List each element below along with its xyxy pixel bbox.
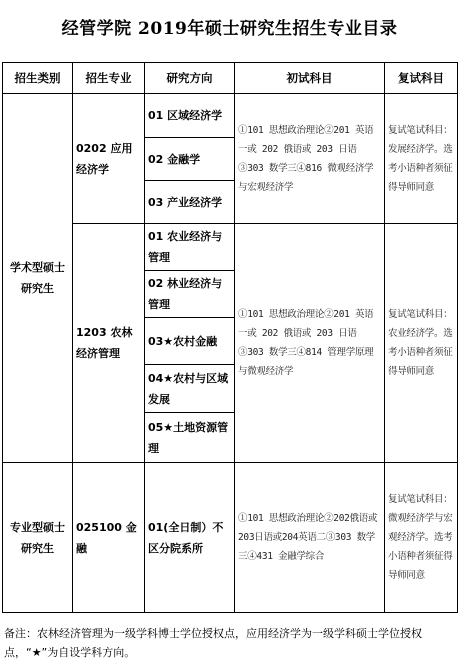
category-cell: 学术型硕士研究生 [3, 94, 73, 463]
direction-cell: 02 林业经济与管理 [145, 271, 235, 318]
header-category: 招生类别 [3, 63, 73, 94]
page-title: 经管学院 2019年硕士研究生招生专业目录 [61, 19, 398, 39]
direction-cell: 03 产业经济学 [145, 181, 235, 224]
direction-cell: 01 区域经济学 [145, 94, 235, 138]
header-retest: 复试科目 [385, 63, 458, 94]
direction-cell: 02 金融学 [145, 138, 235, 181]
retest-cell: 复试笔试科目：微观经济学与宏观经济学。选考小语种者须征得导师同意 [385, 463, 458, 613]
retest-cell: 复试笔试科目：农业经济学。选考小语种者须征得导师同意 [385, 224, 458, 463]
table-header-row [3, 63, 458, 94]
direction-cell: 03★农村金融 [145, 318, 235, 365]
exam-cell: ①101 思想政治理论②201 英语一或 202 俄语或 203 日语③303 数学三④814 管理学原理与微观经济学 [235, 224, 385, 463]
direction-cell: 05★土地资源管理 [145, 413, 235, 463]
major-cell: 025100 金融 [73, 463, 145, 613]
table-row [3, 463, 458, 613]
header-major: 招生专业 [73, 63, 145, 94]
exam-cell: ①101 思想政治理论②202俄语或203日语或204英语二③303 数学三④431 金融学综合 [235, 463, 385, 613]
direction-cell: 04★农村与区域发展 [145, 365, 235, 413]
table-row [3, 94, 458, 138]
footnote: 备注：农林经济管理为一级学科博士学位授权点，应用经济学为一级学科硕士学位授权点，“★”为自设学科方向。 [4, 627, 422, 659]
major-cell: 1203 农林经济管理 [73, 224, 145, 463]
direction-cell: 01 农业经济与管理 [145, 224, 235, 271]
major-cell: 0202 应用经济学 [73, 94, 145, 224]
category-cell: 专业型硕士研究生 [3, 463, 73, 613]
catalog-table [2, 62, 458, 613]
direction-cell: 01(全日制）不区分院系所 [145, 463, 235, 613]
exam-cell: ①101 思想政治理论②201 英语一或 202 俄语或 203 日语③303 数学三④816 微观经济学与宏观经济学 [235, 94, 385, 224]
retest-cell: 复试笔试科目：发展经济学。选考小语种者须征得导师同意 [385, 94, 458, 224]
header-direction: 研究方向 [145, 63, 235, 94]
header-exam: 初试科目 [235, 63, 385, 94]
